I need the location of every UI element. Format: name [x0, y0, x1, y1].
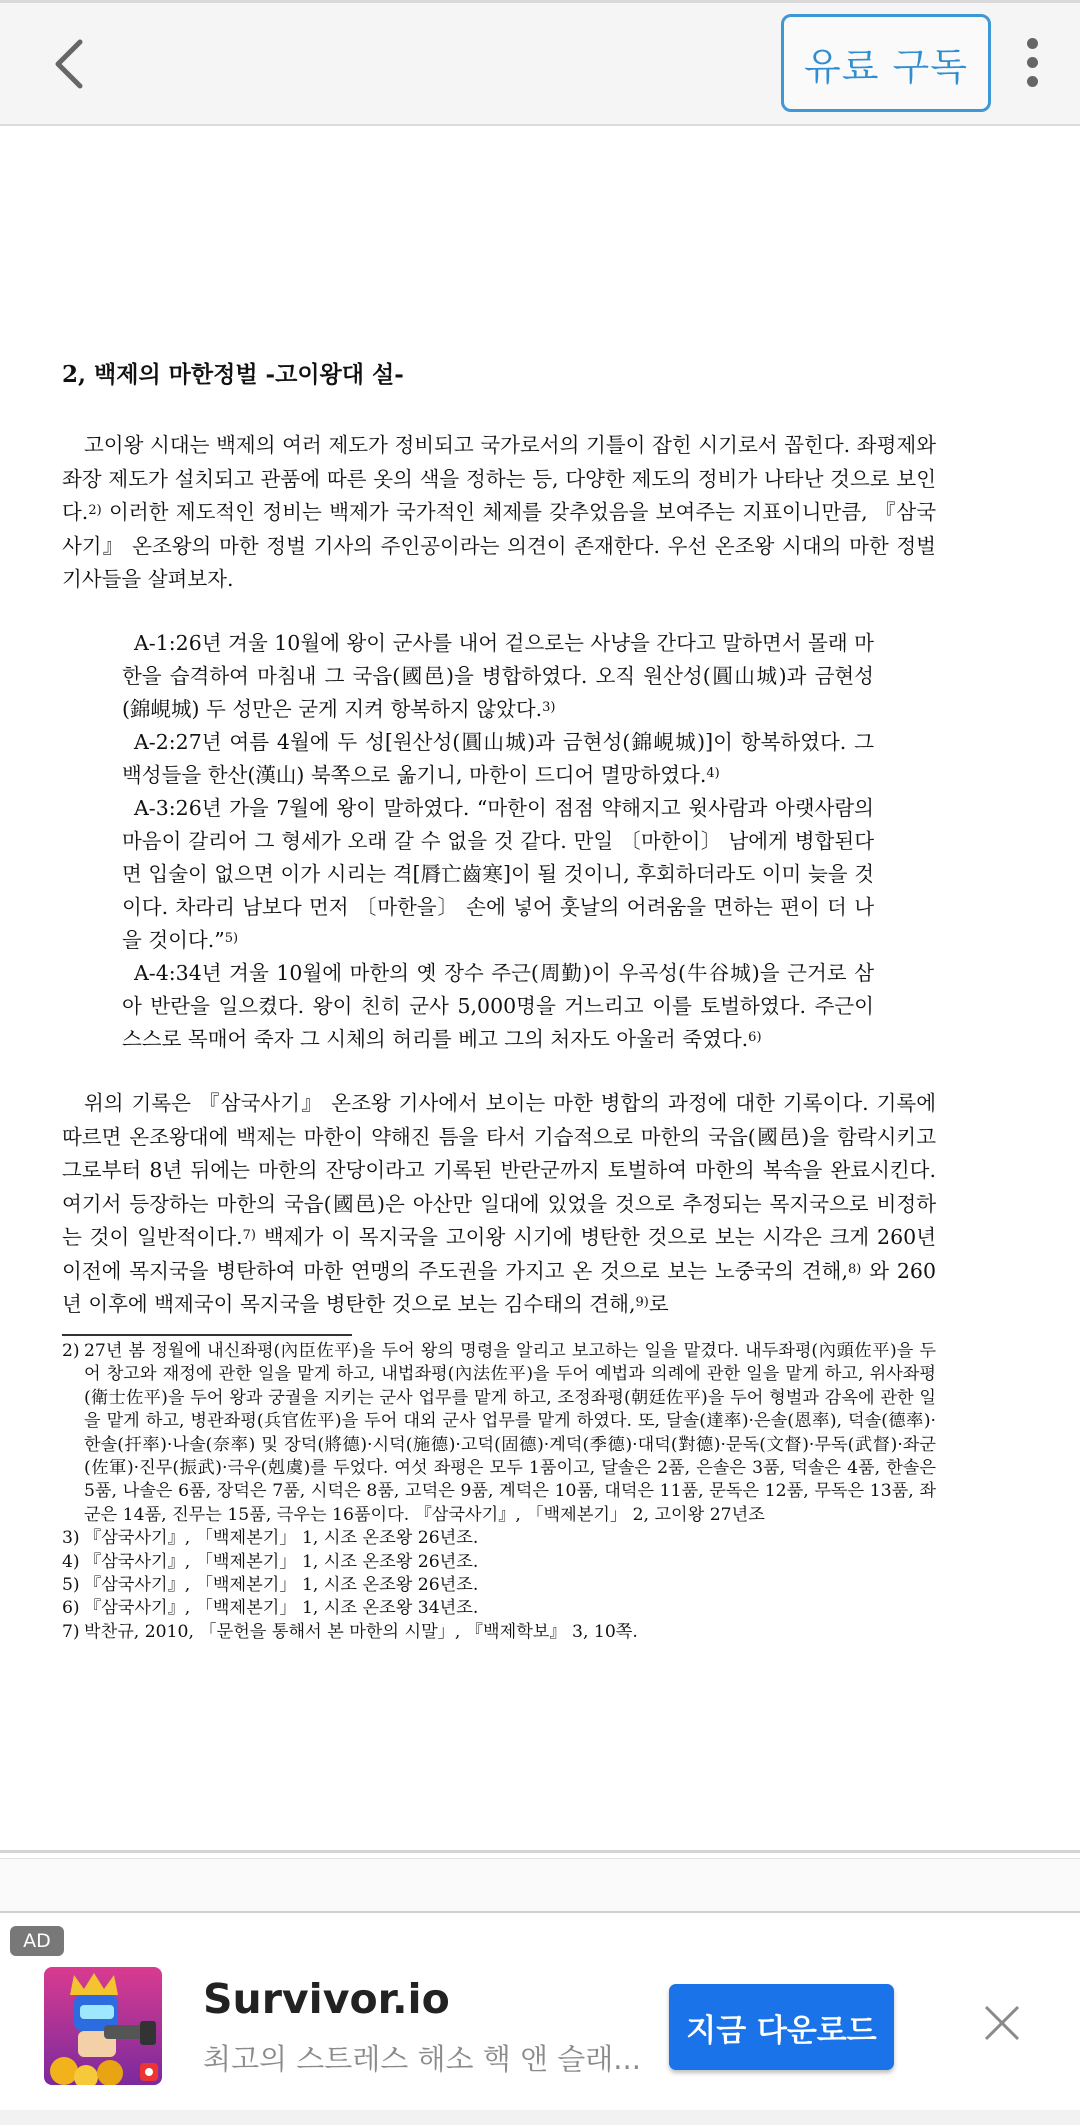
- footnote-number: 3): [62, 1528, 80, 1549]
- quote-text: A-2:27년 여름 4월에 두 성[원산성(圓山城)과 금현성(錦峴城)]이 항복하였다. 그 백성들을 한산(漢山) 북쪽으로 옮기니, 마한이 드디어 멸망하였다.: [122, 730, 874, 787]
- quote-item: [122, 957, 874, 1056]
- footnote-item: [62, 1574, 936, 1597]
- quote-text: A-4:34년 겨울 10월에 마한의 옛 장수 주근(周勤)이 우곡성(牛谷城)을 근거로 삼아 반란을 일으켰다. 왕이 친히 군사 5,000명을 거느리고 이를 토벌하였다. 주근이 스스로 목매어 죽자 그 시체의 허리를 베고 그의 처자도 아울러 죽였다.: [122, 961, 874, 1051]
- footnote-ref[interactable]: 9): [635, 1295, 649, 1310]
- ad-banner[interactable]: [0, 1911, 1080, 2125]
- quote-text: A-1:26년 겨울 10월에 왕이 군사를 내어 겉으로는 사냥을 간다고 말하면서 몰래 마한을 습격하여 마침내 그 국읍(國邑)을 병합하였다. 오직 원산성(圓山城)과 금현성(錦峴城) 두 성만은 굳게 지켜 항복하지 않았다.: [122, 631, 874, 721]
- paragraph-1-text: 고이왕 시대는 백제의 여러 제도가 정비되고 국가로서의 기틀이 잡힌 시기로서 꼽힌다. 좌평제와 좌장 제도가 설치되고 관품에 따른 옷의 색을 정하는 등, 다양한 제도의 정비가 나타난 것으로 보인다.: [62, 433, 936, 524]
- more-vertical-icon[interactable]: [1012, 38, 1052, 88]
- download-now-label: 지금 다운로드: [686, 2012, 877, 2049]
- footnote-text: 『삼국사기』, 「백제본기」 1, 시조 온조왕 26년조.: [84, 1528, 479, 1549]
- page-edge: [0, 1850, 1080, 1853]
- footnote-text: 27년 봄 정월에 내신좌평(內臣佐平)을 두어 왕의 명령을 알리고 보고하는 일을 맡겼다. 내두좌평(內頭佐平)을 두어 창고와 재정에 관한 일을 맡게 하고, 내법좌평(內法佐平)을 두어 예법과 의례에 관한 일을 맡게 하고, 위사좌평(衛士佐平)을 두어 왕과 궁궐을 지키는 군사 업무를 맡게 하고, 조정좌평(朝廷佐平)을 두어 형벌과 감옥에 관한 일을 맡게 하고, 병관좌평(兵官佐平)을 두어 대외 군사 업무를 맡게 하였다. 또, 달솔(達率)·은솔(恩率), 덕솔(德率)·한솔(扞率)·나솔(奈率) 및 장덕(將德)·시덕(施德)·고덕(固德)·계덕(季德)·대덕(對德)·문독(文督)·무독(武督)·좌군(佐軍)·진무(振武)·극우(剋虞)를 두었다. 여섯 좌평은 모두 1품이고, 달솔은 2품, 은솔은 3품, 덕솔은 4품, 한솔은 5품, 나솔은 6품, 장덕은 7품, 시덕은 8품, 고덕은 9품, 계덕은 10품, 대덕은 11품, 문독은 12품, 무독은 13품, 좌군은 14품, 진무는 15품, 극우는 16품이다. 『삼국사기』, 「백제본기」 2, 고이왕 27년조: [84, 1341, 936, 1525]
- ad-close-button[interactable]: [982, 2003, 1022, 2043]
- section-heading: 2, 백제의 마한정벌 -고이왕대 설-: [62, 361, 404, 388]
- footnote-number: 2): [62, 1341, 80, 1361]
- footnote-ref[interactable]: 5): [224, 931, 239, 946]
- paid-subscription-label: 유료 구독: [804, 44, 968, 89]
- footnotes: [62, 1340, 936, 1644]
- page-gap: [0, 1859, 1080, 1911]
- footnote-number: 5): [62, 1575, 80, 1596]
- footnote-ref[interactable]: 7): [242, 1228, 256, 1243]
- paragraph-2-text-a: 위의 기록은 『삼국사기』 온조왕 기사에서 보이는 마한 병합의 과정에 대한 기록이다. 기록에 따르면 온조왕대에 백제는 마한이 약해진 틈을 타서 기습적으로 마한의 국읍(國邑)을 함락시키고 그로부터 8년 뒤에는 마한의 잔당이라고 기록된 반란군까지 토벌하여 마한의 복속을 완료시킨다. 여기서 등장하는 마한의 국읍(國邑)은 아산만 일대에 있었을 것으로 추정되는 목지국으로 비정하는 것이 일반적이다.: [62, 1091, 936, 1249]
- status-divider: [0, 0, 1080, 3]
- quote-text: A-3:26년 가을 7월에 왕이 말하였다. “마한이 점점 약해지고 윗사람과 아랫사람의 마음이 갈리어 그 형세가 오래 갈 수 없을 것 같다. 만일 〔마한이〕 남에게 병합된다면 입술이 없으면 이가 시리는 격[脣亡齒寒]이 될 것이니, 후회하더라도 이미 늦을 것이다. 차라리 남보다 먼저 〔마한을〕 손에 넣어 훗날의 어려움을 면하는 편이 더 나을 것이다.”: [122, 796, 874, 952]
- footnote-item: [62, 1551, 936, 1574]
- footnote-text: 『삼국사기』, 「백제본기」 1, 시조 온조왕 26년조.: [84, 1551, 479, 1572]
- footnote-item: [62, 1597, 936, 1620]
- chevron-left-icon: [40, 28, 110, 98]
- paragraph-2-text-c: 와 260년 이후에 백제국이 목지국을 병탄한 것으로 보는 김수태의 견해,: [62, 1258, 936, 1316]
- footnote-ref[interactable]: 3): [542, 700, 556, 715]
- footnote-ref[interactable]: 2): [88, 503, 102, 518]
- paragraph-2: [62, 1087, 936, 1322]
- quotation-block: [122, 627, 874, 1056]
- footnote-ref[interactable]: 6): [748, 1030, 762, 1045]
- footnote-item: [62, 1340, 936, 1527]
- system-bottom-area: [0, 2110, 1080, 2125]
- footnote-item: [62, 1527, 936, 1550]
- survivor-app-icon[interactable]: [44, 1967, 162, 2085]
- top-app-bar: [0, 0, 1080, 126]
- footnote-ref[interactable]: 8): [848, 1261, 862, 1277]
- ad-badge: AD: [10, 1926, 64, 1956]
- footnote-separator: [62, 1334, 352, 1336]
- footnote-number: 7): [62, 1621, 80, 1642]
- footnote-number: 6): [62, 1598, 80, 1619]
- back-button[interactable]: [40, 28, 110, 98]
- footnote-text: 『삼국사기』, 「백제본기」 1, 시조 온조왕 26년조.: [84, 1575, 479, 1596]
- ad-subtitle: 최고의 스트레스 해소 핵 앤 슬래...: [203, 2042, 641, 2076]
- footnote-item: [62, 1621, 936, 1644]
- close-icon: [982, 2003, 1022, 2043]
- footnote-text: 『삼국사기』, 「백제본기」 1, 시조 온조왕 34년조.: [84, 1598, 479, 1619]
- ad-title[interactable]: Survivor.io: [203, 1975, 450, 2023]
- quote-item: [122, 792, 874, 957]
- paid-subscription-button[interactable]: [781, 14, 991, 112]
- footnote-number: 4): [62, 1551, 80, 1572]
- footnote-ref[interactable]: 4): [706, 766, 720, 781]
- download-now-button[interactable]: [669, 1984, 894, 2070]
- paragraph-2-text-d: 로: [648, 1292, 669, 1316]
- paragraph-2-text-b: 백제가 이 목지국을 고이왕 시기에 병탄한 것으로 보는 시각은 크게 260년 이전에 목지국을 병탄하여 마한 연맹의 주도권을 가지고 온 것으로 보는 노중국의 견해,: [62, 1225, 936, 1283]
- paragraph-1: [62, 429, 936, 597]
- paragraph-1-rest: 이러한 제도적인 정비는 백제가 국가적인 체제를 갖추었음을 보여주는 지표이니만큼, 『삼국사기』 온조왕의 마한 정벌 기사의 주인공이라는 의견이 존재한다. 우선 온조왕 시대의 마한 정벌 기사들을 살펴보자.: [62, 500, 936, 591]
- footnote-text: 박찬규, 2010, 「문헌을 통해서 본 마한의 시말」, 『백제학보』 3, 10쪽.: [84, 1621, 638, 1642]
- quote-item: [122, 627, 874, 726]
- quote-item: [122, 726, 874, 792]
